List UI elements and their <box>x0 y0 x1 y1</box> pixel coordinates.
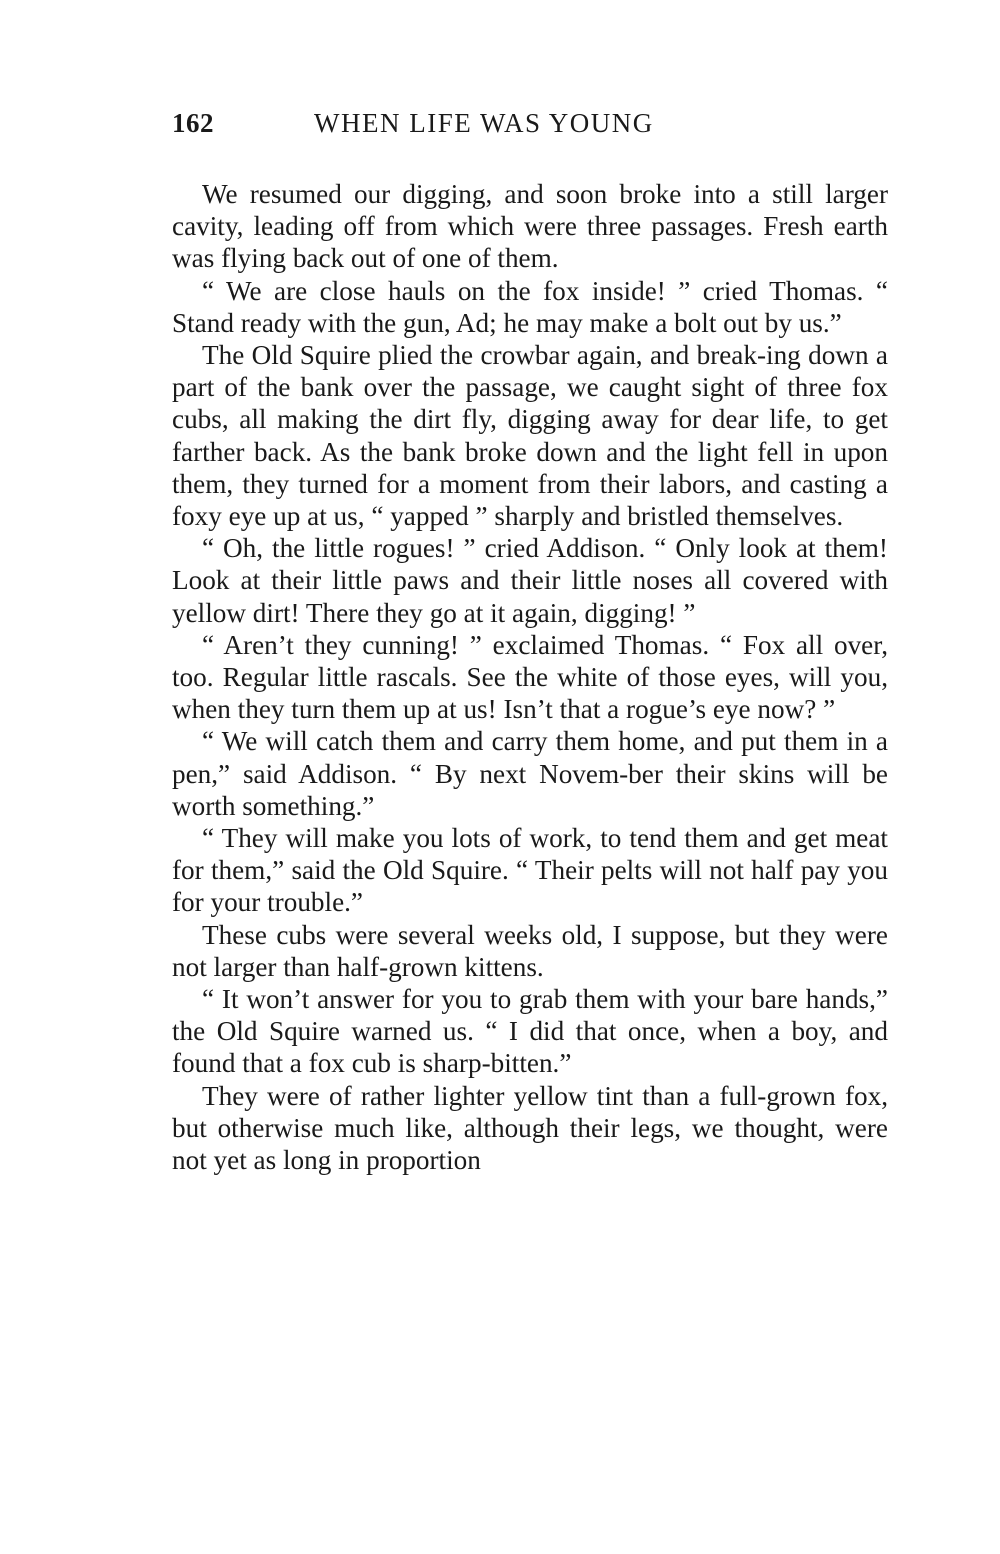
paragraph: These cubs were several weeks old, I suppose, but they were not larger than half-grown kittens. <box>172 919 888 982</box>
paragraph: They were of rather lighter yellow tint than a full-grown fox, but otherwise much like, although their legs, we thought, were not yet as long in proportion <box>172 1080 888 1176</box>
paragraph: “ Oh, the little rogues! ” cried Addison. “ Only look at them! Look at their little paws and their little noses all covered with yellow dirt! There they go at it again, digging! ” <box>172 533 888 628</box>
paragraph: “ It won’t answer for you to grab them with your bare hands,” the Old Squire warned us. “ I did that once, when a boy, and found that a fox cub is sharp-bitten.” <box>172 984 888 1079</box>
body-text <box>172 178 888 1176</box>
paragraph: We resumed our digging, and soon broke into a still larger cavity, leading off from which were three passages. Fresh earth was flying back out of one of them. <box>172 179 888 274</box>
paragraph: “ They will make you lots of work, to tend them and get meat for them,” said the Old Squire. “ Their pelts will not half pay you for your trouble.” <box>172 823 888 918</box>
running-title: WHEN LIFE WAS YOUNG <box>314 108 654 138</box>
page-header <box>172 108 892 148</box>
page-number: 162 <box>172 108 214 138</box>
paragraph: The Old Squire plied the crowbar again, and break-ing down a part of the bank over the passage, we caught sight of three fox cubs, all making the dirt fly, digging away for dear life, to get farther back. As the bank broke down and the light fell in upon them, they turned for a moment from their labors, and casting a foxy eye up at us, “ yapped ” sharply and bristled themselves. <box>172 340 888 532</box>
paragraph: “ We will catch them and carry them home, and put them in a pen,” said Addison. “ By next Novem-ber their skins will be worth something.” <box>172 726 888 821</box>
paragraph: “ We are close hauls on the fox inside! ” cried Thomas. “ Stand ready with the gun, Ad; he may make a bolt out by us.” <box>172 275 888 338</box>
paragraph: “ Aren’t they cunning! ” exclaimed Thomas. “ Fox all over, too. Regular little rascals. See the white of those eyes, will you, when they turn them up at us! Isn’t that a rogue’s eye now? ” <box>172 629 888 725</box>
